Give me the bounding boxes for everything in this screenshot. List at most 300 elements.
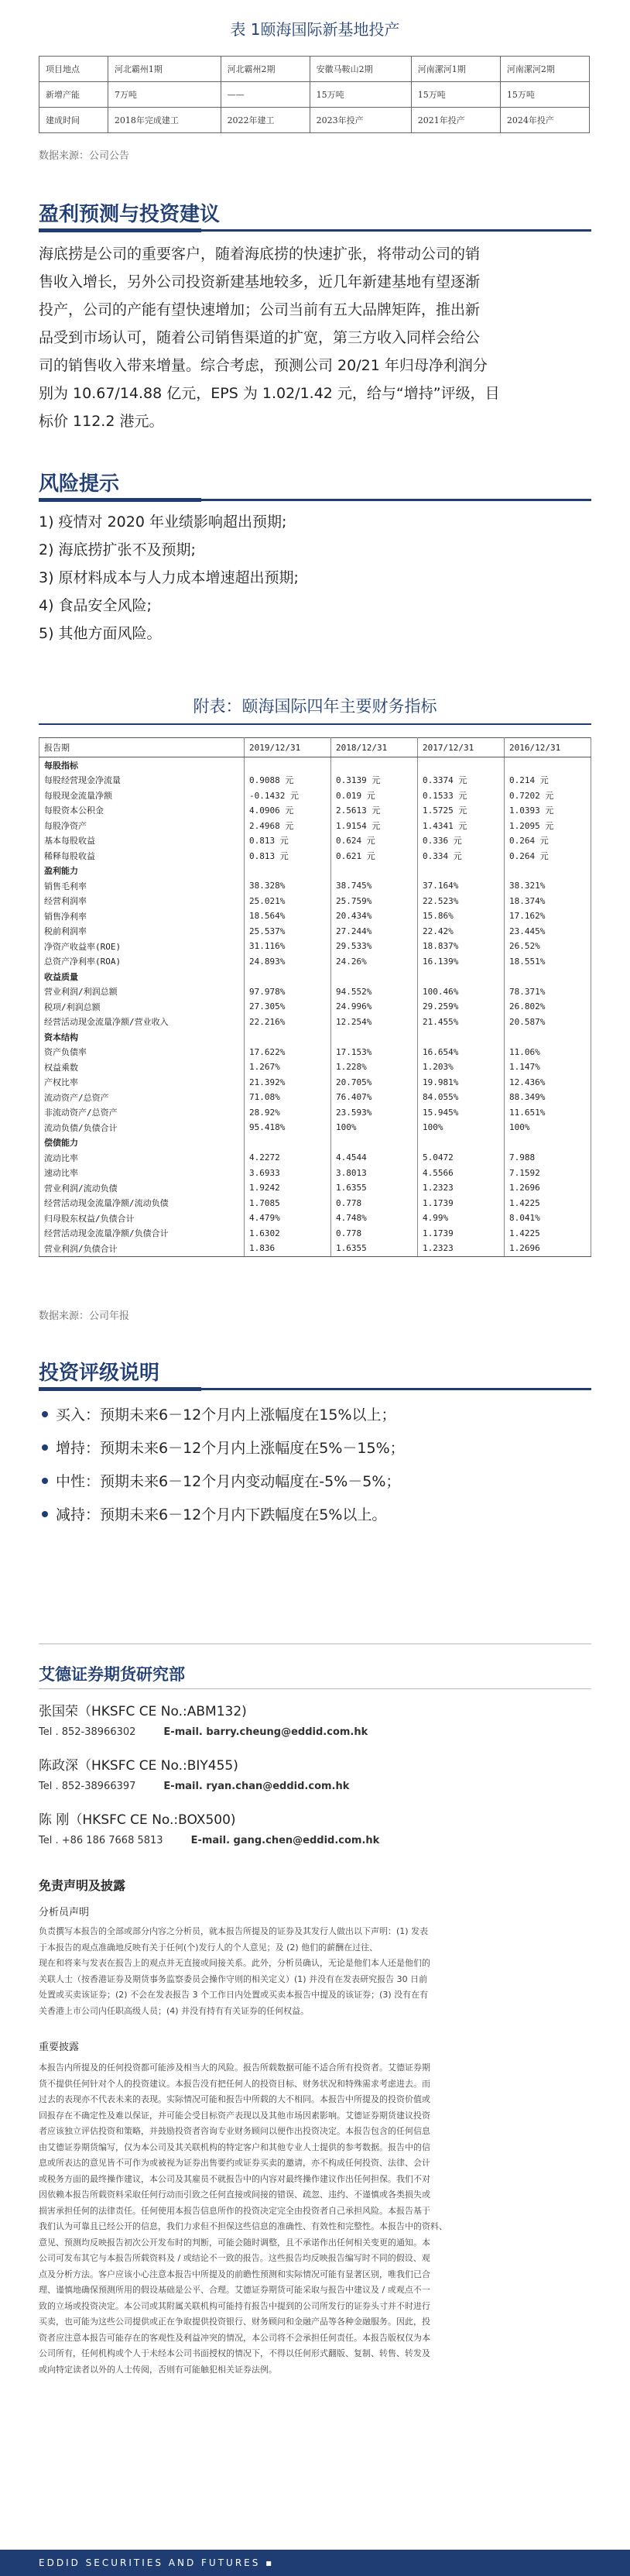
financial-cell: 21.392%	[245, 1075, 331, 1091]
financial-cell: 29.533%	[331, 939, 418, 954]
financial-cell	[418, 969, 505, 984]
financial-cell: 25.759%	[331, 894, 418, 909]
financial-cell: 0.3139 元	[331, 773, 418, 788]
financial-cell: 非流动资产/总资产	[39, 1105, 245, 1121]
financial-cell: 16.654%	[418, 1045, 505, 1060]
financial-cell: 0.9088 元	[245, 773, 331, 788]
important-disclosure-line: 货不提供任何针对个人的投资建议。本报告没有把任何人的投资目标、财务状况和特殊需求考虑进去。而	[39, 2078, 430, 2089]
financial-cell: 1.2696	[505, 1241, 591, 1256]
financial-cell: 经营活动现金流量净额/营业收入	[39, 1015, 245, 1030]
financial-row	[39, 1015, 591, 1030]
financial-cell: 24.996%	[331, 999, 418, 1015]
financial-cell: 18.837%	[418, 939, 505, 954]
table1-cell: 2024年投产	[500, 108, 589, 133]
financial-cell: 1.7085	[245, 1196, 331, 1211]
financial-cell: 产权比率	[39, 1075, 245, 1091]
financial-cell: 31.116%	[245, 939, 331, 954]
financial-cell: 18.564%	[245, 908, 331, 924]
financial-row	[39, 1241, 591, 1256]
financial-cell	[505, 757, 591, 773]
forecast-line: 品受到市场认可，随着公司销售渠道的扩宽，第三方收入同样会给公	[39, 329, 481, 346]
financial-cell: 17.153%	[331, 1045, 418, 1060]
analyst-contact	[39, 1831, 591, 1851]
forecast-line: 别为 10.67/14.88 亿元，EPS 为 1.02/1.42 元，给与“增持”评级，目	[39, 385, 500, 402]
financial-cell: 5.0472	[418, 1150, 505, 1166]
risk-item: 1) 疫情对 2020 年业绩影响超出预期;	[39, 513, 287, 531]
financial-cell: 每股净资产	[39, 818, 245, 833]
risk-list	[39, 508, 580, 647]
financial-cell: 20.705%	[331, 1075, 418, 1091]
financial-cell: 26.802%	[505, 999, 591, 1015]
financial-cell: 100%	[331, 1120, 418, 1135]
financial-cell: 22.523%	[418, 894, 505, 909]
financial-header-cell: 2019/12/31	[245, 738, 331, 757]
forecast-line: 售收入增长，另外公司投资新建基地较多，近几年新建基地有望逐渐	[39, 273, 481, 290]
financial-cell: 税项/利润总额	[39, 999, 245, 1015]
financial-row	[39, 1196, 591, 1211]
financial-cell: 24.893%	[245, 954, 331, 970]
financial-cell: 95.418%	[245, 1120, 331, 1135]
financial-cell	[505, 1135, 591, 1151]
appendix-source: 数据来源：公司年报	[39, 1310, 130, 1322]
risk-item: 3) 原材料成本与人力成本增速超出预期;	[39, 569, 299, 586]
financial-cell	[245, 1135, 331, 1151]
risk-heading: 风险提示	[39, 472, 120, 496]
analyst-name: 张国荣（HKSFC CE No.:ABM132)	[39, 1704, 247, 1719]
table1-cell: 2018年完成建工	[108, 108, 221, 133]
financial-cell: 基本每股收益	[39, 833, 245, 849]
financial-cell	[418, 1135, 505, 1151]
financial-cell: 100%	[418, 1120, 505, 1135]
financial-cell	[505, 1029, 591, 1045]
financial-cell: 27.244%	[331, 924, 418, 939]
financial-cell: 0.264 元	[505, 848, 591, 864]
table1-cell: 河北霸州1期	[108, 57, 221, 82]
financial-cell: 每股资本公积金	[39, 803, 245, 819]
financial-cell: 经营活动现金流量净额/负债合计	[39, 1226, 245, 1242]
financial-cell	[331, 1135, 418, 1151]
financial-table-header	[39, 738, 591, 757]
financial-cell: 1.2696	[505, 1180, 591, 1196]
financial-cell: 7.988	[505, 1150, 591, 1166]
table1-cell: 河南漯河2期	[500, 57, 589, 82]
financial-cell: 20.434%	[331, 908, 418, 924]
risk-divider	[39, 499, 591, 501]
table1-source: 数据来源：公司公告	[39, 150, 130, 162]
financial-row	[39, 1166, 591, 1181]
analyst-name: 陈政深（HKSFC CE No.:BIY455)	[39, 1758, 238, 1774]
rating-text: 买入：预期未来6－12个月内上涨幅度在15%以上；	[56, 1406, 396, 1424]
financial-cell: 71.08%	[245, 1090, 331, 1105]
rating-list	[39, 1399, 596, 1532]
financial-cell: 0.1533 元	[418, 788, 505, 803]
table1-cell: 河北霸州2期	[221, 57, 310, 82]
analyst-block	[39, 1755, 591, 1797]
analyst-statement-line: 处置或买卖该证券；(2) 不会在发表报告 3 个工作日内处置或买卖本报告中提及的该证券；(3) 没有在有	[39, 1990, 429, 2000]
financial-cell: 15.86%	[418, 908, 505, 924]
financial-cell: 1.9154 元	[331, 818, 418, 833]
financial-cell: 1.1739	[418, 1196, 505, 1211]
financial-header-cell: 2018/12/31	[331, 738, 418, 757]
financial-cell	[505, 969, 591, 984]
financial-cell: 29.259%	[418, 999, 505, 1015]
financial-row	[39, 1045, 591, 1060]
important-disclosure-line: 我们认为可靠且已经公开的信息，我们力求但不担保这些信息的准确性、有效性和完整性。本报告中的资料、	[39, 2221, 447, 2231]
financial-cell: 16.139%	[418, 954, 505, 970]
table1-title: 表 1颐海国际新基地投产	[230, 20, 400, 39]
analyst-statement-line: 现在和将来与发表在报告上的观点并无直接或间接关系。此外，分析员确认，无论是他们本人还是他们的	[39, 1958, 430, 1968]
risk-item: 2) 海底捞扩张不及预期;	[39, 541, 196, 558]
important-disclosure-heading: 重要披露	[39, 2042, 80, 2053]
table1-cell: 15万吨	[310, 82, 411, 108]
financial-cell: 1.203%	[418, 1060, 505, 1075]
financial-row	[39, 984, 591, 1000]
table1-cell: ——	[221, 82, 310, 108]
financial-cell: 24.26%	[331, 954, 418, 970]
important-disclosure-line: 意见、预测均反映报告初次公开发布时的判断，可能会随时调整，且不承诺作出任何相关变更的通知。本	[39, 2237, 430, 2248]
analyst-statement-line: 于本报告的观点准确地反映有关于任何(个)发行人的个人意见；及 (2) 他们的薪酬在过往、	[39, 1942, 378, 1953]
analyst-email[interactable]: E-mail. ryan.chan@eddid.com.hk	[163, 1781, 350, 1792]
forecast-paragraph	[39, 240, 591, 435]
financial-cell: 1.4225	[505, 1196, 591, 1211]
financial-cell: 4.2272	[245, 1150, 331, 1166]
analyst-statement-line: 负责撰写本报告的全部或部分内容之分析员，就本报告所提及的证券及其发行人做出以下声明：(1) 发表	[39, 1926, 429, 1936]
financial-row	[39, 1226, 591, 1242]
analyst-statement-line: 关香港上市公司内任职高级人员；(4) 并没有持有有关证券的任何权益。	[39, 2005, 310, 2016]
financial-cell: 23.445%	[505, 924, 591, 939]
forecast-heading: 盈利预测与投资建议	[39, 203, 221, 226]
financial-cell: 37.164%	[418, 878, 505, 894]
table1-cell: 15万吨	[500, 82, 589, 108]
financial-cell: 1.4341 元	[418, 818, 505, 833]
table1-cell: 河南漯河1期	[411, 57, 500, 82]
financial-header-cell: 2016/12/31	[505, 738, 591, 757]
table1-row	[39, 57, 590, 82]
financial-cell	[331, 757, 418, 773]
analyst-email[interactable]: E-mail. barry.cheung@eddid.com.hk	[163, 1726, 368, 1738]
financial-cell: 22.216%	[245, 1015, 331, 1030]
bullet-icon	[42, 1478, 48, 1484]
financial-row	[39, 1150, 591, 1166]
institute-name: 艾德证券期货研究部	[39, 1665, 185, 1684]
financial-row	[39, 818, 591, 833]
financial-cell: 38.321%	[505, 878, 591, 894]
financial-cell: 经营利润率	[39, 894, 245, 909]
important-disclosure-line: 或向特定读者以外的人士传阅，否则有可能触犯相关证券法例。	[39, 2364, 277, 2375]
rating-item	[39, 1432, 596, 1465]
financial-cell	[331, 864, 418, 879]
financial-cell: 4.479%	[245, 1211, 331, 1226]
financial-cell: 22.42%	[418, 924, 505, 939]
financial-cell: 11.06%	[505, 1045, 591, 1060]
analyst-tel: Tel . 852-38966397	[39, 1781, 136, 1792]
financial-cell: 4.5566	[418, 1166, 505, 1181]
financial-cell: 20.587%	[505, 1015, 591, 1030]
financial-cell: 稀释每股收益	[39, 848, 245, 864]
rating-divider	[39, 1388, 591, 1390]
analyst-tel: Tel . 852-38966302	[39, 1726, 136, 1738]
financial-cell: 12.436%	[505, 1075, 591, 1091]
financial-cell	[418, 1029, 505, 1045]
rating-text: 中性：预期未来6－12个月内变动幅度在-5%－5%；	[56, 1473, 401, 1490]
financial-row	[39, 848, 591, 864]
financial-cell: 76.407%	[331, 1090, 418, 1105]
financial-cell: 100%	[505, 1120, 591, 1135]
forecast-divider	[39, 229, 591, 232]
table1-cell: 新增产能	[39, 82, 108, 108]
financial-cell: 12.254%	[331, 1015, 418, 1030]
important-disclosure-line: 本报告内所提及的任何投资都可能涉及相当大的风险。报告所载数据可能不适合所有投资者。艾德证券期	[39, 2063, 430, 2073]
financial-row	[39, 908, 591, 924]
financial-cell: 1.267%	[245, 1060, 331, 1075]
analyst-contact	[39, 1722, 591, 1743]
important-disclosure-line: 者应该独立评估投资和策略，并鼓励投资者咨询专业财务顾问以便作出投资决定。本报告包含的任何信息	[39, 2126, 430, 2136]
financial-cell	[245, 757, 331, 773]
financial-cell: 17.622%	[245, 1045, 331, 1060]
financial-cell: 3.8013	[331, 1166, 418, 1181]
financial-cell: 每股经营现金净流量	[39, 773, 245, 788]
financial-cell: 0.264 元	[505, 833, 591, 849]
table1-row	[39, 108, 590, 133]
financial-cell: 1.4225	[505, 1226, 591, 1242]
analyst-block	[39, 1809, 591, 1851]
analyst-block	[39, 1701, 591, 1743]
financial-cell: 38.328%	[245, 878, 331, 894]
important-disclosure-text	[39, 2060, 591, 2378]
financial-cell: 0.778	[331, 1196, 418, 1211]
financial-cell: 88.349%	[505, 1090, 591, 1105]
financial-cell: 4.0906 元	[245, 803, 331, 819]
financial-row	[39, 1120, 591, 1135]
financial-cell: 84.055%	[418, 1090, 505, 1105]
financial-cell: 总资产净利率(ROA)	[39, 954, 245, 970]
risk-item: 4) 食品安全风险;	[39, 597, 152, 614]
financial-cell: 税前利润率	[39, 924, 245, 939]
financial-row	[39, 788, 591, 803]
analyst-name: 陈 刚（HKSFC CE No.:BOX500)	[39, 1812, 236, 1828]
financial-cell: 净资产收益率(ROE)	[39, 939, 245, 954]
financial-cell: 1.1739	[418, 1226, 505, 1242]
financial-cell: 1.6355	[331, 1241, 418, 1256]
financial-cell: 3.6933	[245, 1166, 331, 1181]
financial-cell: 1.228%	[331, 1060, 418, 1075]
important-disclosure-line: 因依赖本报告所载资料采取任何行动而引致之任何直接或间接的错误、疏忽、违约、不谨慎或各类损失或	[39, 2190, 430, 2200]
financial-row	[39, 954, 591, 970]
financial-cell: 1.0393 元	[505, 803, 591, 819]
financial-cell: 每股现金流量净额	[39, 788, 245, 803]
financial-cell: 28.92%	[245, 1105, 331, 1121]
financial-header-cell: 报告期	[39, 738, 245, 757]
financial-row	[39, 1075, 591, 1091]
important-disclosure-line: 损害承担任何的法律责任。任何使用本报告信息所作的投资决定完全由投资者自己承担风险。本报告基于	[39, 2205, 430, 2216]
financial-row	[39, 773, 591, 788]
financial-cell: 8.041%	[505, 1211, 591, 1226]
financial-row	[39, 833, 591, 849]
financial-cell: 1.836	[245, 1241, 331, 1256]
bullet-icon	[42, 1444, 48, 1451]
financial-cell: 7.1592	[505, 1166, 591, 1181]
financial-section-row	[39, 1135, 591, 1151]
financial-cell: 18.374%	[505, 894, 591, 909]
financial-cell: 0.3374 元	[418, 773, 505, 788]
important-disclosure-line: 过去的表现亦不代表未来的表现。实际情况可能和报告中所载的大不相同。本报告中所提及的投资价值或	[39, 2094, 430, 2104]
financial-cell: 1.147%	[505, 1060, 591, 1075]
financial-cell: 流动资产/总资产	[39, 1090, 245, 1105]
rating-item	[39, 1399, 596, 1432]
rating-text: 减持：预期未来6－12个月内下跌幅度在5%以上。	[56, 1506, 387, 1523]
financial-row	[39, 939, 591, 954]
financial-cell: 38.745%	[331, 878, 418, 894]
financial-row	[39, 1105, 591, 1121]
appendix-divider	[39, 723, 591, 725]
financial-cell	[245, 969, 331, 984]
important-disclosure-line: 致的立场或投资决定。本公司或其附属关联机构可能持有报告中提到的公司所发行的证券头寸并不时进行	[39, 2300, 430, 2311]
financial-cell: 1.2323	[418, 1180, 505, 1196]
financial-section-row	[39, 969, 591, 984]
financial-cell	[418, 864, 505, 879]
financial-cell: 1.6355	[331, 1180, 418, 1196]
financial-cell	[418, 757, 505, 773]
financial-cell: 4.748%	[331, 1211, 418, 1226]
financial-cell: 营业利润/利润总额	[39, 984, 245, 1000]
financial-cell: 11.651%	[505, 1105, 591, 1121]
forecast-line: 投产，公司的产能有望快速增加；公司当前有五大品牌矩阵，推出新	[39, 301, 481, 318]
financial-cell: 1.6302	[245, 1226, 331, 1242]
analyst-statement-line: 关联人士（按香港证券及期货事务监察委员会操作守则的相关定义）(1) 并没有在发表研究报告 30 日前	[39, 1973, 428, 1984]
financial-row	[39, 878, 591, 894]
financial-cell	[331, 969, 418, 984]
financial-cell: 2.4968 元	[245, 818, 331, 833]
financial-section-row	[39, 757, 591, 773]
financial-header-cell: 2017/12/31	[418, 738, 505, 757]
financial-cell: 23.593%	[331, 1105, 418, 1121]
financial-cell: 0.813 元	[245, 833, 331, 849]
footer-brand: EDDID SECURITIES AND FUTURES ▪	[39, 2557, 275, 2568]
financial-cell	[245, 864, 331, 879]
financial-cell: 销售毛利率	[39, 878, 245, 894]
bullet-icon	[42, 1511, 48, 1517]
financial-cell: 78.371%	[505, 984, 591, 1000]
financial-row	[39, 1180, 591, 1196]
financial-cell: 0.7202 元	[505, 788, 591, 803]
institute-bottom-rule	[39, 1688, 591, 1689]
financial-cell: 经营活动现金流量净额/流动负债	[39, 1196, 245, 1211]
financial-cell: 每股指标	[39, 757, 245, 773]
table1-row	[39, 82, 590, 108]
financial-row	[39, 999, 591, 1015]
financial-cell: 销售净利率	[39, 908, 245, 924]
important-disclosure-line: 资者应注意本报告可能存在的客观性及利益冲突的情况，本公司将不会承担任何责任。本报告版权仅为本	[39, 2332, 430, 2343]
financial-cell: 1.5725 元	[418, 803, 505, 819]
table1-cell: 建成时间	[39, 108, 108, 133]
rating-heading: 投资评级说明	[39, 1362, 160, 1385]
risk-item: 5) 其他方面风险。	[39, 625, 162, 642]
new-base-table	[39, 56, 590, 133]
financial-cell: 营业利润/负债合计	[39, 1241, 245, 1256]
financial-cell: 0.621 元	[331, 848, 418, 864]
financial-cell: 0.214 元	[505, 773, 591, 788]
financial-cell: 97.978%	[245, 984, 331, 1000]
table1-cell: 项目地点	[39, 57, 108, 82]
financial-cell: 资产负债率	[39, 1045, 245, 1060]
financial-cell: 1.9242	[245, 1180, 331, 1196]
financial-cell: 资本结构	[39, 1029, 245, 1045]
financial-cell: 21.455%	[418, 1015, 505, 1030]
financial-cell: 100.46%	[418, 984, 505, 1000]
financial-cell: 94.552%	[331, 984, 418, 1000]
institute-top-rule	[39, 1643, 591, 1644]
rating-item	[39, 1465, 596, 1499]
bullet-icon	[42, 1411, 48, 1417]
financial-cell: 盈利能力	[39, 864, 245, 879]
financial-cell: 归母股东权益/负债合计	[39, 1211, 245, 1226]
important-disclosure-line: 息或所表达的意见皆不可作为或被视为证券出售要约或证券买卖的邀请，亦不构成任何投资、法律、会计	[39, 2158, 430, 2168]
financial-cell: 4.4544	[331, 1150, 418, 1166]
financial-cell: -0.1432 元	[245, 788, 331, 803]
financial-cell: 1.2323	[418, 1241, 505, 1256]
important-disclosure-line: 理、谨慎地确保预测所用的假设基础是公平、合理。艾德证券期货可能采取与报告中建议及 / 或观点不一	[39, 2285, 430, 2295]
important-disclosure-line: 或税务方面的最终操作建议，本公司及其雇员不就报告中的内容对最终操作建议作出任何担保。我们不对	[39, 2173, 430, 2184]
financial-row	[39, 1211, 591, 1226]
important-disclosure-line: 公司可发布其它与本报告所载资料及 / 或结论不一致的报告。这些报告均反映报告编写时不同的假设、观	[39, 2253, 430, 2263]
financial-cell: 15.945%	[418, 1105, 505, 1121]
financial-cell: 偿债能力	[39, 1135, 245, 1151]
financial-cell: 1.2095 元	[505, 818, 591, 833]
important-disclosure-line: 公司所有，任何机构或个人于未经本公司书面授权的情况下，不得以任何形式翻版、复制、转售、转发及	[39, 2348, 430, 2358]
financial-row	[39, 924, 591, 939]
financial-cell: 25.021%	[245, 894, 331, 909]
financial-section-row	[39, 1029, 591, 1045]
financial-cell	[331, 1029, 418, 1045]
appendix-title: 附表：颐海国际四年主要财务指标	[193, 697, 437, 716]
analyst-email[interactable]: E-mail. gang.chen@eddid.com.hk	[190, 1835, 380, 1846]
disclaimer-heading: 免责声明及披露	[39, 1878, 126, 1893]
table1-cell: 15万吨	[411, 82, 500, 108]
financial-cell: 0.813 元	[245, 848, 331, 864]
financial-row	[39, 894, 591, 909]
financial-cell: 权益乘数	[39, 1060, 245, 1075]
financial-cell: 25.537%	[245, 924, 331, 939]
table1-cell: 2022年建工	[221, 108, 310, 133]
table1-cell: 安徽马鞍山2期	[310, 57, 411, 82]
table1-cell: 7万吨	[108, 82, 221, 108]
financial-row	[39, 1090, 591, 1105]
financial-row	[39, 803, 591, 819]
forecast-line: 海底捞是公司的重要客户，随着海底捞的快速扩张，将带动公司的销	[39, 246, 481, 263]
important-disclosure-line: 回报存在不确定性及难以保证，并可能会受目标资产表现以及其他市场因素影响。艾德证券期货建议投资	[39, 2110, 430, 2121]
financial-cell: 26.52%	[505, 939, 591, 954]
financial-cell: 速动比率	[39, 1166, 245, 1181]
analyst-statement-text	[39, 1924, 591, 2019]
important-disclosure-line: 买卖，也可能为这些公司提供或正在争取提供投资银行、财务顾问和金融产品等各种金融服务。因此，投	[39, 2317, 430, 2327]
analyst-statement-heading: 分析员声明	[39, 1907, 90, 1918]
financial-cell: 0.778	[331, 1226, 418, 1242]
financial-cell: 4.99%	[418, 1211, 505, 1226]
financial-cell	[505, 864, 591, 879]
table1-cell: 2023年投产	[310, 108, 411, 133]
forecast-line: 司的销售收入带来增量。综合考虑，预测公司 20/21 年归母净利润分	[39, 357, 488, 374]
forecast-line: 标价 112.2 港元。	[39, 413, 164, 430]
financial-cell: 0.336 元	[418, 833, 505, 849]
financial-cell: 流动负债/负债合计	[39, 1120, 245, 1135]
rating-text: 增持：预期未来6－12个月内上涨幅度在5%－15%；	[56, 1440, 405, 1457]
analyst-list	[39, 1701, 591, 1863]
financial-table	[39, 737, 591, 1257]
important-disclosure-line: 由艾德证券期货编写，仅为本公司及其关联机构的特定客户和其他专业人士提供的参考数据。报告中的信	[39, 2142, 430, 2152]
important-disclosure-line: 点及分析方法。客户应该小心注意本报告中所提及的前瞻性预测和实际情况可能有显著区别，唯我们已合	[39, 2269, 430, 2279]
rating-item	[39, 1499, 596, 1532]
financial-cell: 营业利润/流动负债	[39, 1180, 245, 1196]
